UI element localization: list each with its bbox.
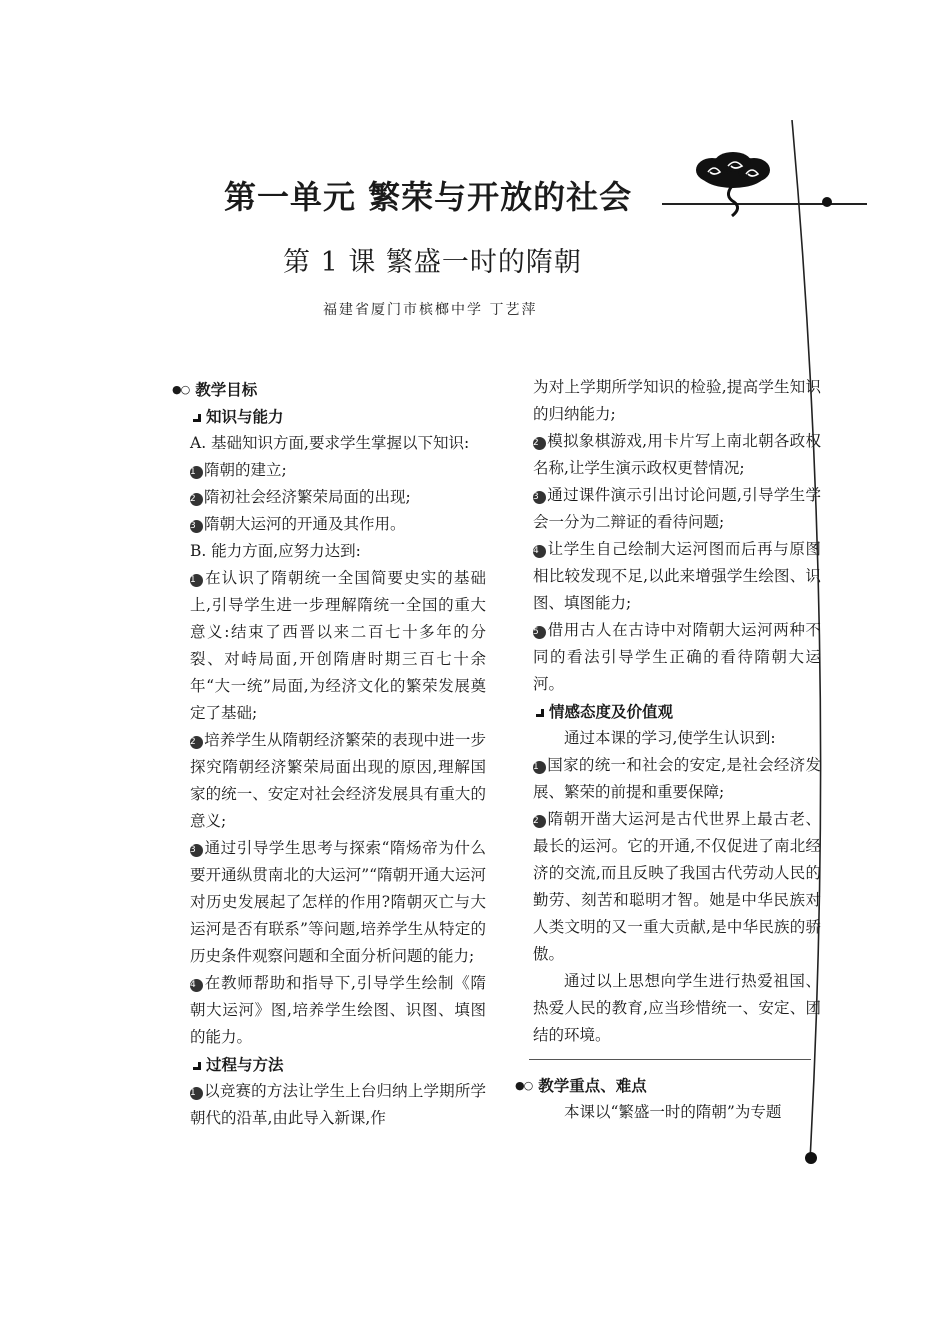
paragraph: 为对上学期所学知识的检验,提高学生知识的归纳能力; xyxy=(533,378,821,423)
list-item: 5 借用古人在古诗中对隋朝大运河两种不同的看法引导学生正确的看待隋朝大运河。 xyxy=(533,621,821,693)
list-item: 2 培养学生从隋朝经济繁荣的表现中进一步探究隋朝经济繁荣局面出现的原因,理解国家的统一、安定对社会经济发展具有重大的意义; xyxy=(190,731,486,830)
list-item: 4 在教师帮助和指导下,引导学生绘制《隋朝大运河》图,培养学生绘图、识图、填图的能力。 xyxy=(190,974,486,1046)
list-item: 2 隋初社会经济繁荣局面的出现; xyxy=(190,488,411,506)
subheading-process: 过程与方法 xyxy=(190,1051,486,1078)
paragraph: 本课以“繁盛一时的隋朝”为专题 xyxy=(564,1103,782,1121)
paragraph: 通过以上思想向学生进行热爱祖国、热爱人民的教育,应当珍惜统一、安定、团结的环境。 xyxy=(533,972,821,1044)
list-item: 3 通过课件演示引出讨论问题,引导学生学会一分为二辩证的看待问题; xyxy=(533,486,821,531)
section-divider xyxy=(529,1059,811,1060)
right-column xyxy=(515,374,821,1126)
list-item: 2 模拟象棋游戏,用卡片写上南北朝各政权名称,让学生演示政权更替情况; xyxy=(533,432,821,477)
list-item: 1 在认识了隋朝统一全国简要史实的基础上,引导学生进一步理解隋统一全国的重大意义:结束了西晋以来二百七十多年的分裂、对峙局面,开创隋唐时期三百七十余年“大一统”局面,为经济文化的繁荣发展奠定了基础; xyxy=(190,569,486,722)
left-column xyxy=(172,376,486,1132)
arrow-icon xyxy=(533,705,546,718)
list-item: 2 隋朝开凿大运河是古代世界上最古老、最长的运河。它的开通,不仅促进了南北经济的交流,而且反映了我国古代劳动人民的勤劳、刻苦和聪明才智。她是中华民族对人类文明的又一重大贡献,是中华民族的骄傲。 xyxy=(533,810,821,963)
list-item: 1 国家的统一和社会的安定,是社会经济发展、繁荣的前提和重要保障; xyxy=(533,756,821,801)
paragraph: A. 基础知识方面,要求学生掌握以下知识: xyxy=(190,434,470,452)
number-marker: 1 xyxy=(190,574,203,587)
section-bullet-icon: ●○ xyxy=(515,1079,533,1092)
list-item: 4 让学生自己绘制大运河图而后再与原图相比较发现不足,以此来增强学生绘图、识图、填图能力; xyxy=(533,540,821,612)
number-marker: 3 xyxy=(190,520,203,533)
lesson-title: 第 1 课 繁盛一时的隋朝 xyxy=(283,247,582,278)
arrow-icon xyxy=(190,410,203,423)
number-marker: 5 xyxy=(533,626,546,639)
subheading-values: 情感态度及价值观 xyxy=(533,698,821,725)
number-marker: 2 xyxy=(190,493,203,506)
number-marker: 1 xyxy=(190,1087,203,1100)
list-item: 1 隋朝的建立; xyxy=(190,461,287,479)
number-marker: 1 xyxy=(533,761,546,774)
section-bullet-icon: ●○ xyxy=(172,383,190,396)
section-heading-objectives: ●○ 教学目标 xyxy=(172,376,486,403)
section-heading-key-points: ●○ 教学重点、难点 xyxy=(515,1072,821,1099)
list-item: 1 以竞赛的方法让学生上台归纳上学期所学朝代的沿革,由此导入新课,作 xyxy=(190,1082,486,1127)
number-marker: 1 xyxy=(190,466,203,479)
number-marker: 3 xyxy=(190,844,203,857)
list-item: 3 隋朝大运河的开通及其作用。 xyxy=(190,515,406,533)
number-marker: 4 xyxy=(533,545,546,558)
paragraph: B. 能力方面,应努力达到: xyxy=(190,542,361,560)
number-marker: 2 xyxy=(190,736,203,749)
unit-title: 第一单元 繁荣与开放的社会 xyxy=(224,178,633,216)
number-marker: 3 xyxy=(533,491,546,504)
subheading-knowledge: 知识与能力 xyxy=(190,403,486,430)
arrow-icon xyxy=(190,1058,203,1071)
paragraph: 通过本课的学习,使学生认识到: xyxy=(564,729,776,747)
author-line: 福建省厦门市槟榔中学 丁艺萍 xyxy=(323,302,538,318)
number-marker: 2 xyxy=(533,437,546,450)
number-marker: 2 xyxy=(533,815,546,828)
list-item: 3 通过引导学生思考与探索“隋炀帝为什么要开通纵贯南北的大运河”“隋朝开通大运河对历史发展起了怎样的作用?隋朝灭亡与大运河是否有联系”等问题,培养学生从特定的历史条件观察问题和全面分析问题的能力; xyxy=(190,839,486,965)
cloud-ornament-icon xyxy=(688,150,778,222)
number-marker: 4 xyxy=(190,979,203,992)
